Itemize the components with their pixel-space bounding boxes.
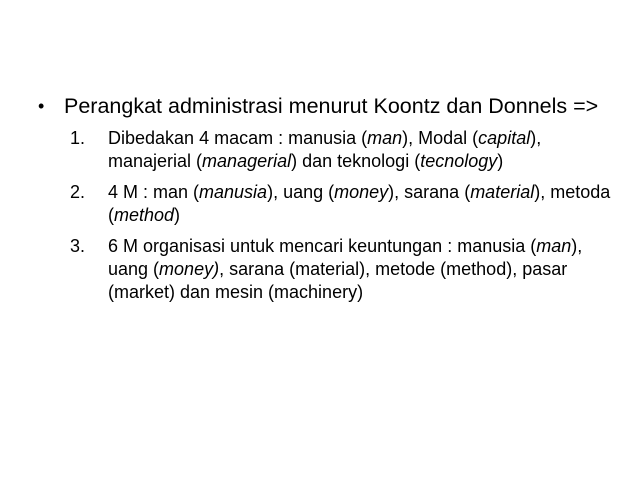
text-segment: 6 M organisasi untuk mencari keuntungan : manusia (	[108, 235, 537, 256]
text-segment: ), metoda (	[108, 181, 611, 226]
text-segment: ), uang (	[108, 235, 583, 280]
italic-term: manusia	[199, 181, 268, 202]
text-segment: ), sarana (	[388, 181, 471, 202]
main-bullet-text: Perangkat administrasi menurut Koontz dan Donnels =>	[64, 94, 599, 118]
text-segment: ), manajerial (	[108, 128, 542, 172]
text-segment: ), Modal (	[402, 128, 479, 148]
list-item-number: 3.	[70, 235, 86, 256]
text-segment: )	[497, 151, 504, 172]
list-item-text	[108, 127, 616, 174]
text-segment: 4 M : man (	[108, 181, 200, 202]
italic-term: method	[114, 205, 175, 226]
italic-term: tecnology	[420, 151, 498, 172]
main-bullet	[36, 91, 616, 121]
italic-term: managerial	[202, 151, 292, 172]
list-item-text	[108, 235, 616, 305]
italic-term: man	[367, 128, 403, 148]
list-item-number: 2.	[70, 181, 86, 202]
list-item-text	[108, 181, 616, 228]
text-segment: , sarana (material), metode (method), pasar (market) dan mesin (machinery)	[108, 259, 568, 303]
numbered-list	[36, 127, 616, 305]
italic-term: capital	[478, 128, 531, 148]
text-segment: ), uang (	[267, 181, 335, 202]
text-segment: )	[174, 205, 181, 226]
italic-term: man	[536, 235, 572, 256]
italic-term: money)	[159, 259, 220, 280]
text-segment: ) dan teknologi (	[291, 151, 421, 172]
slide-content	[36, 91, 616, 312]
list-item	[36, 235, 616, 305]
list-item	[36, 181, 616, 228]
italic-term: money	[334, 181, 389, 202]
list-item	[36, 127, 616, 174]
italic-term: material	[470, 181, 535, 202]
list-item-number: 1.	[70, 128, 86, 148]
bullet-icon: •	[38, 96, 45, 116]
text-segment: Dibedakan 4 macam : manusia (	[108, 128, 368, 148]
